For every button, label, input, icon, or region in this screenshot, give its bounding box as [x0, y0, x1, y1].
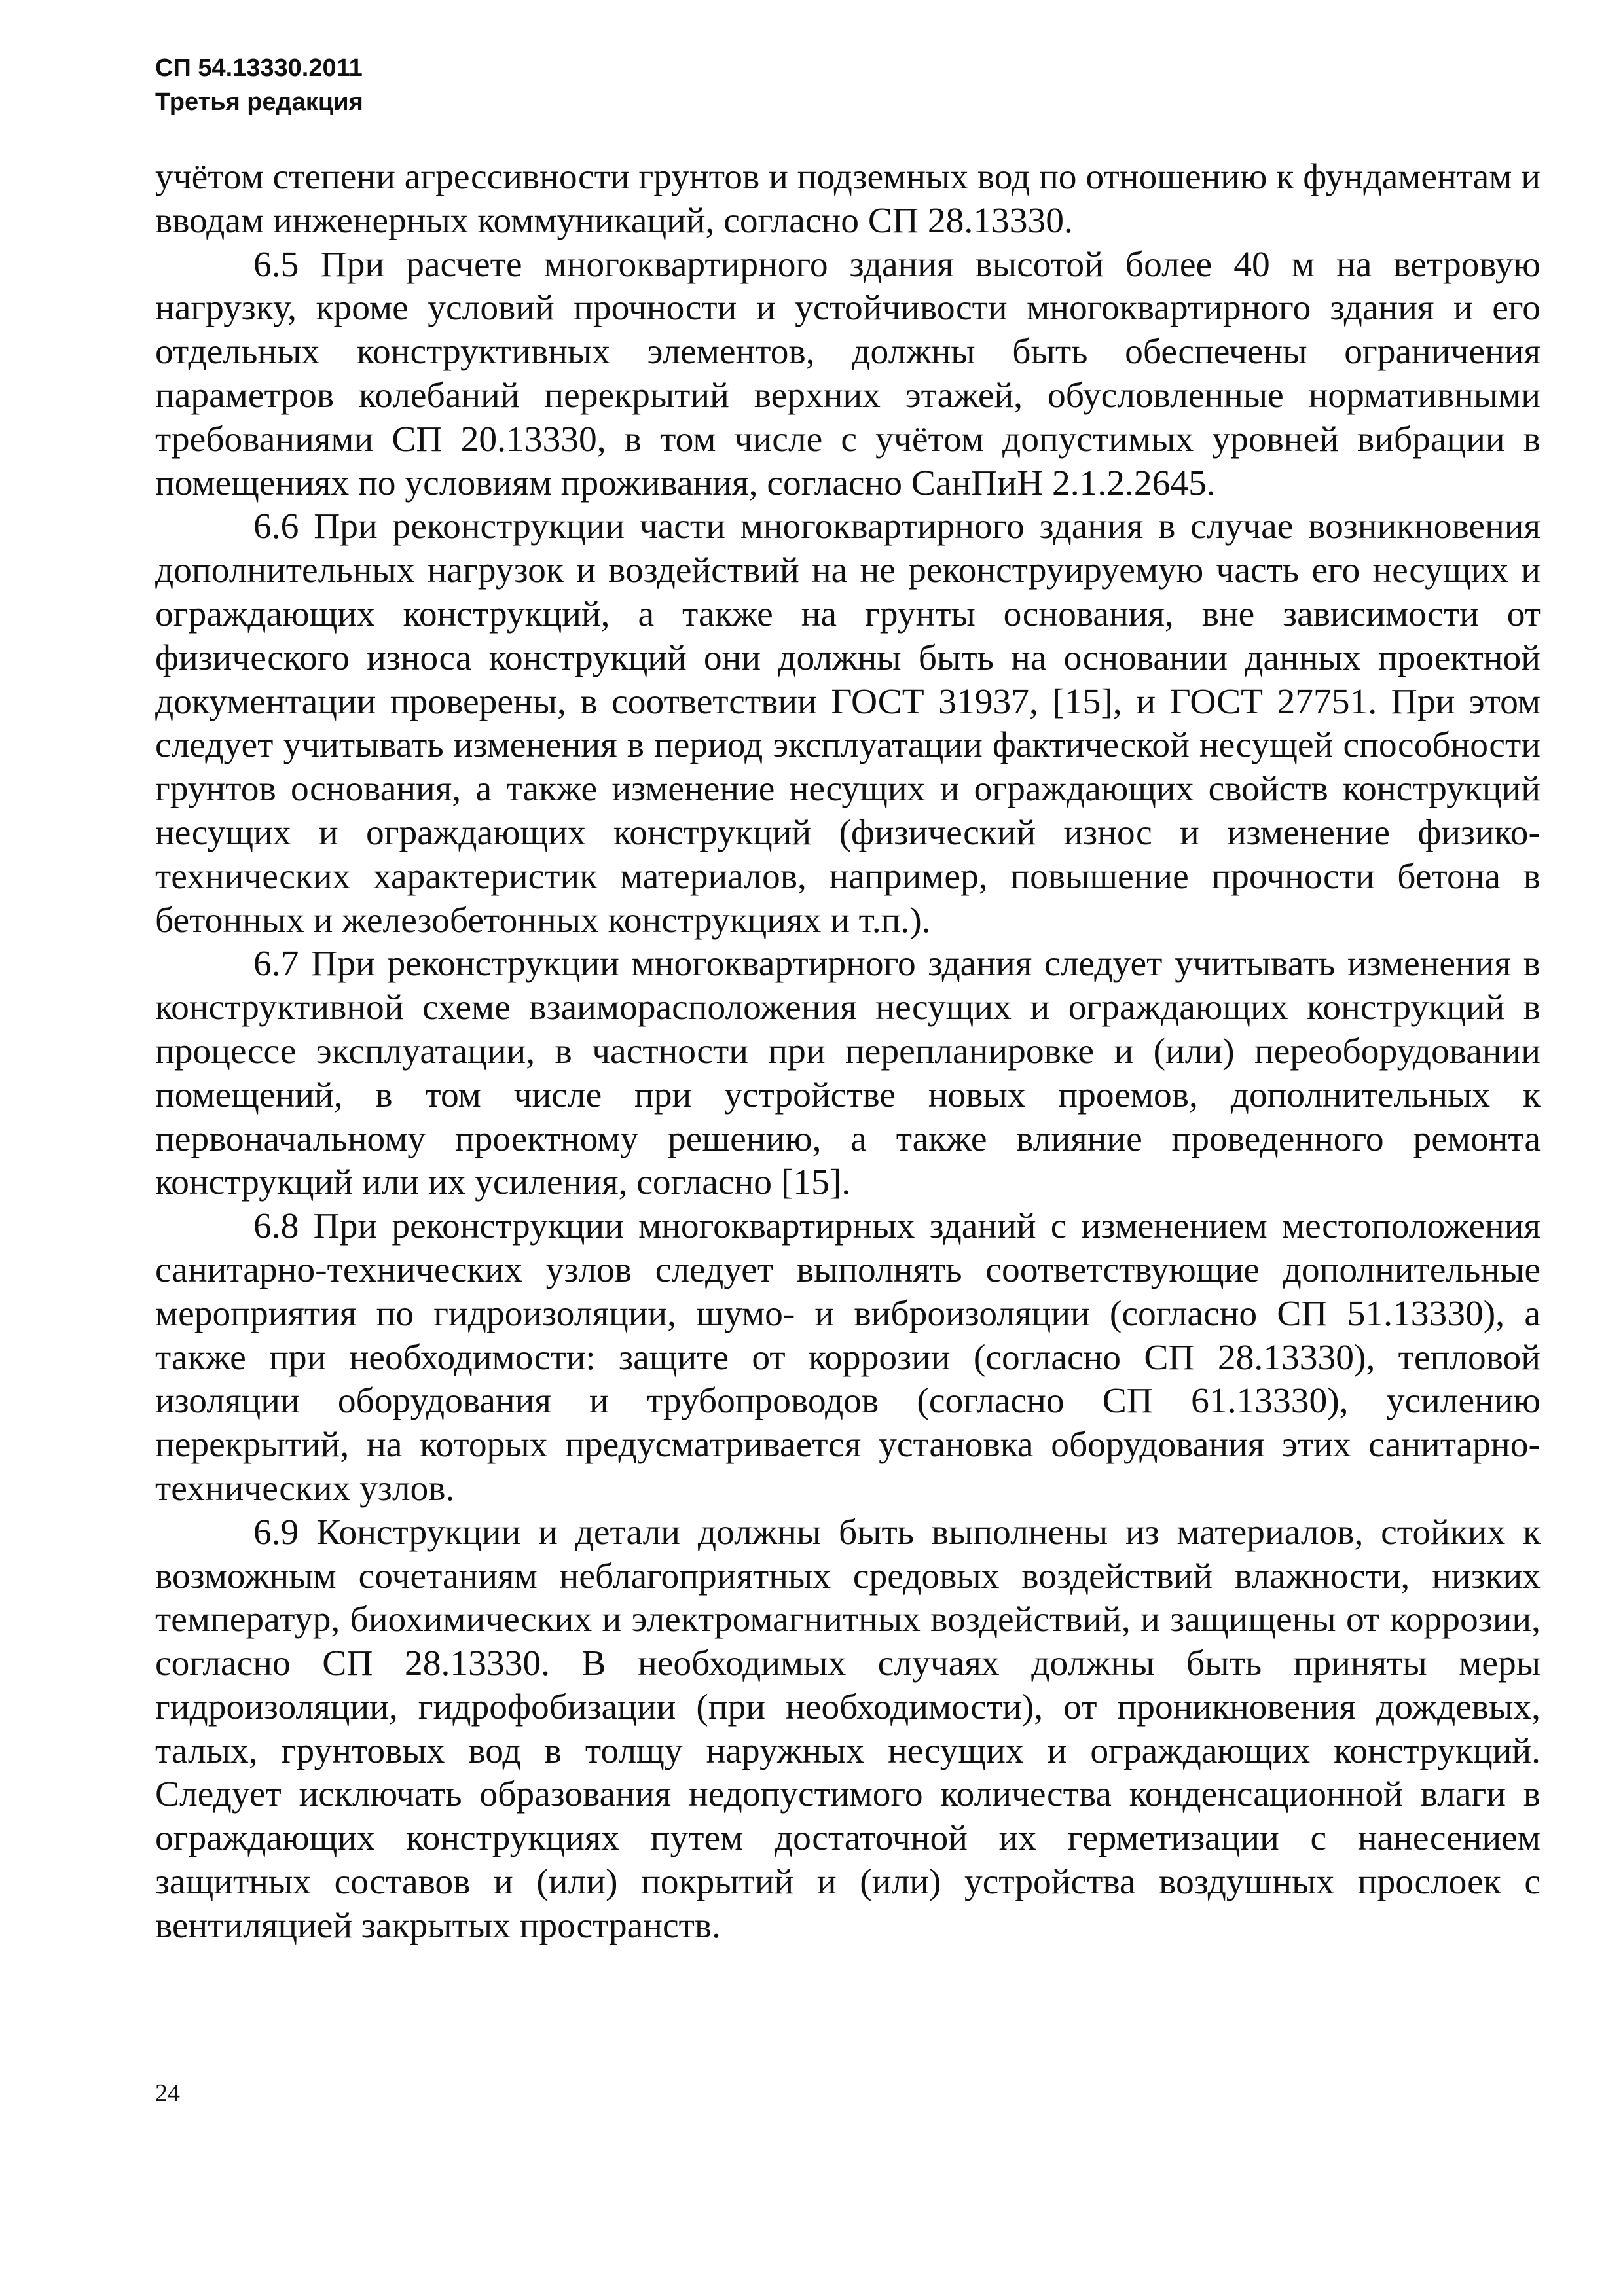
document-body — [155, 156, 1541, 1948]
paragraph-continuation: учётом степени агрессивности грунтов и подземных вод по отношению к фундаментам и вводам инженерных коммуникаций, согласно СП 28.13330. — [155, 157, 1541, 241]
paragraph-6-8: 6.8 При реконструкции многоквартирных зданий с изменением местоположения санитарно-технических узлов следует выполнять соответствующие дополнительные мероприятия по гидроизоляции, шумо- и виброизоляции (согласно СП 51.13330), а также при необходимости: защите от коррозии (согласно СП 28.13330), тепловой изоляции оборудования и трубопроводов (согласно СП 61.13330), усилению перекрытий, на которых предусматривается установка оборудования этих санитарно-технических узлов. — [155, 1206, 1541, 1509]
edition-label: Третья редакция — [155, 88, 363, 116]
document-code: СП 54.13330.2011 — [155, 54, 363, 82]
running-header — [155, 51, 363, 119]
paragraph-6-7: 6.7 При реконструкции многоквартирного здания следует учитывать изменения в конструктивной схеме взаиморасположения несущих и ограждающих конструкций в процессе эксплуатации, в частности при перепланировке и (или) переоборудовании помещений, в том числе при устройстве новых проемов, дополнительных к первоначальному проектному решению, а также влияние проведенного ремонта конструкций или их усиления, согласно [15]. — [155, 944, 1541, 1203]
page-number: 24 — [155, 2079, 180, 2107]
paragraph-6-9: 6.9 Конструкции и детали должны быть выполнены из материалов, стойких к возможным сочетаниям неблагоприятных средовых воздействий влажности, низких температур, биохимических и электромагнитных воздействий, и защищены от коррозии, согласно СП 28.13330. В необходимых случаях должны быть приняты меры гидроизоляции, гидрофобизации (при необходимости), от проникновения дождевых, талых, грунтовых вод в толщу наружных несущих и ограждающих конструкций. Следует исключать образования недопустимого количества конденсационной влаги в ограждающих конструкциях путем достаточной их герметизации с нанесением защитных составов и (или) покрытий и (или) устройства воздушных прослоек с вентиляцией закрытых пространств. — [155, 1512, 1541, 1946]
paragraph-6-5: 6.5 При расчете многоквартирного здания высотой более 40 м на ветровую нагрузку, кроме условий прочности и устойчивости многоквартирного здания и его отдельных конструктивных элементов, должны быть обеспечены ограничения параметров колебаний перекрытий верхних этажей, обусловленные нормативными требованиями СП 20.13330, в том числе с учётом допустимых уровней вибрации в помещениях по условиям проживания, согласно СанПиН 2.1.2.2645. — [155, 244, 1541, 503]
paragraph-6-6: 6.6 При реконструкции части многоквартирного здания в случае возникновения дополнительных нагрузок и воздействий на не реконструируемую часть его несущих и ограждающих конструкций, а также на грунты основания, вне зависимости от физического износа конструкций они должны быть на основании данных проектной документации проверены, в соответствии ГОСТ 31937, [15], и ГОСТ 27751. При этом следует учитывать изменения в период эксплуатации фактической несущей способности грунтов основания, а также изменение несущих и ограждающих свойств конструкций несущих и ограждающих конструкций (физический износ и изменение физико-технических характеристик материалов, например, повышение прочности бетона в бетонных и железобетонных конструкциях и т.п.). — [155, 507, 1541, 941]
